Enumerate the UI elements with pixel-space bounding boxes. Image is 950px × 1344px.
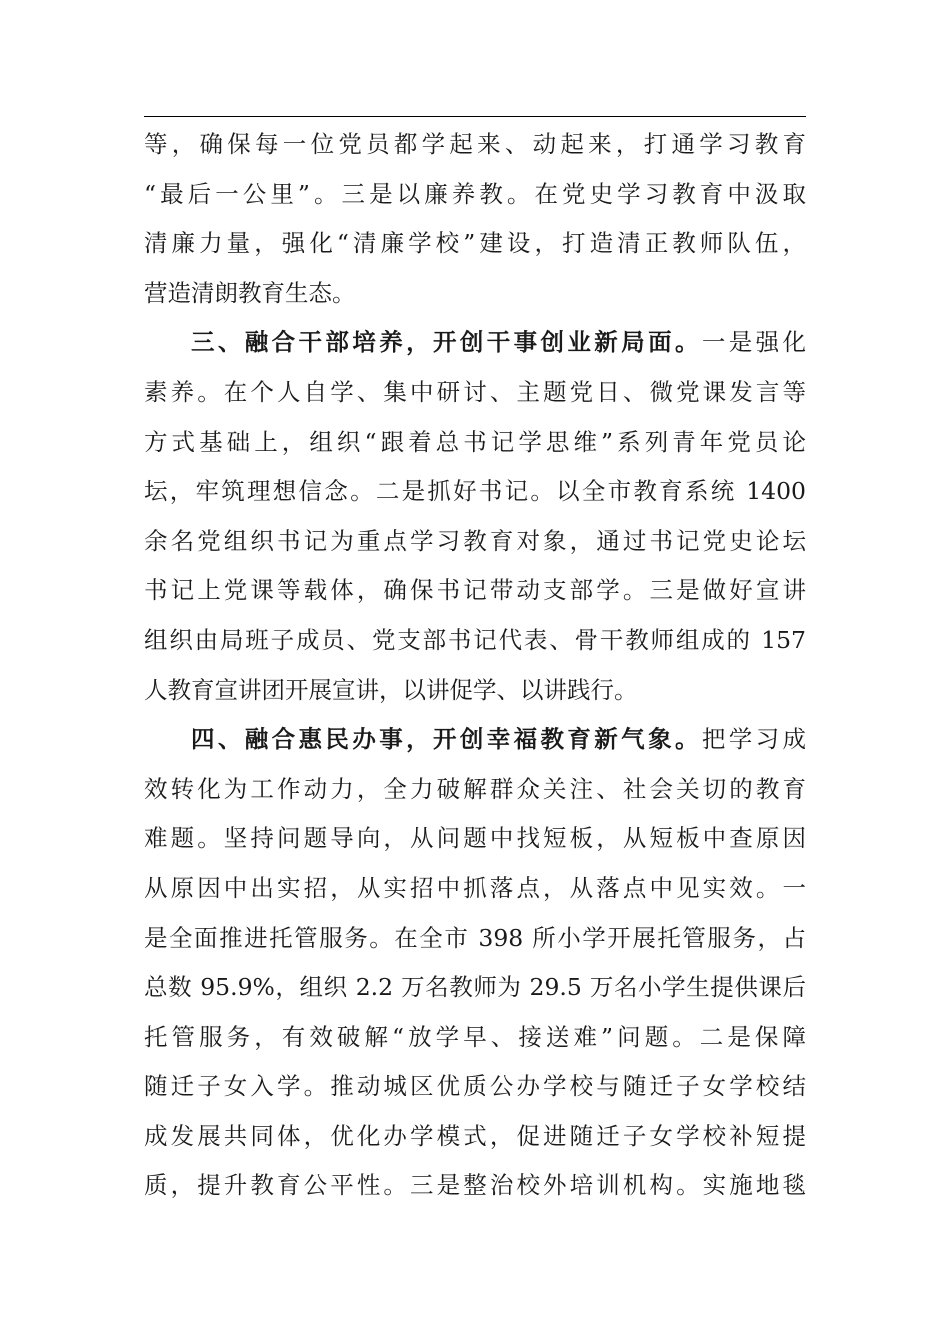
text-line: 组织由局班子成员、党支部书记代表、骨干教师组成的 157 — [144, 625, 806, 654]
text-line: 是全面推进托管服务。在全市 398 所小学开展托管服务，占 — [144, 923, 806, 952]
text-line: 书记上党课等载体，确保书记带动支部学。三是做好宣讲 — [144, 576, 806, 605]
paragraph-first-line — [144, 318, 806, 368]
text-line: 成发展共同体，优化办学模式，促进随迁子女学校补短提 — [144, 1121, 806, 1150]
text-line: 清廉力量，强化“清廉学校”建设，打造清正教师队伍， — [144, 229, 806, 258]
text-line: 素养。在个人自学、集中研讨、主题党日、微党课发言等 — [144, 377, 806, 406]
text-run: 把学习成 — [701, 725, 806, 754]
text-line: 难题。坚持问题导向，从问题中找短板，从短板中查原因 — [144, 824, 806, 853]
section-heading: 三、融合干部培养，开创干事创业新局面。 — [191, 328, 702, 357]
text-line: 质，提升教育公平性。三是整治校外培训机构。实施地毯 — [144, 1171, 806, 1200]
paragraph-first-line — [144, 715, 806, 765]
text-line: 总数 95.9%，组织 2.2 万名教师为 29.5 万名小学生提供课后 — [144, 973, 806, 1002]
header-rule — [144, 116, 806, 117]
text-line: 方式基础上，组织“跟着总书记学思维”系列青年党员论 — [144, 427, 806, 456]
text-line: “最后一公里”。三是以廉养教。在党史学习教育中汲取 — [144, 179, 806, 208]
text-line: 人教育宣讲团开展宣讲，以讲促学、以讲践行。 — [144, 675, 638, 704]
text-line: 托管服务，有效破解“放学早、接送难”问题。二是保障 — [144, 1022, 806, 1051]
text-line: 坛，牢筑理想信念。二是抓好书记。以全市教育系统 1400 — [144, 477, 806, 506]
section-heading: 四、融合惠民办事，开创幸福教育新气象。 — [191, 725, 702, 754]
text-line: 余名党组织书记为重点学习教育对象，通过书记党史论坛 — [144, 526, 806, 555]
paragraph-3 — [144, 715, 806, 1211]
text-line: 效转化为工作动力，全力破解群众关注、社会关切的教育 — [144, 774, 806, 803]
paragraph-2 — [144, 318, 806, 715]
body-text — [144, 120, 806, 1211]
text-line: 从原因中出实招，从实招中抓落点，从落点中见实效。一 — [144, 873, 806, 902]
text-line: 营造清朗教育生态。 — [144, 278, 356, 307]
paragraph-1 — [144, 120, 806, 318]
text-line: 随迁子女入学。推动城区优质公办学校与随迁子女学校结 — [144, 1072, 806, 1101]
text-run: 一是强化 — [701, 328, 806, 357]
text-line: 等，确保每一位党员都学起来、动起来，打通学习教育 — [144, 130, 806, 158]
